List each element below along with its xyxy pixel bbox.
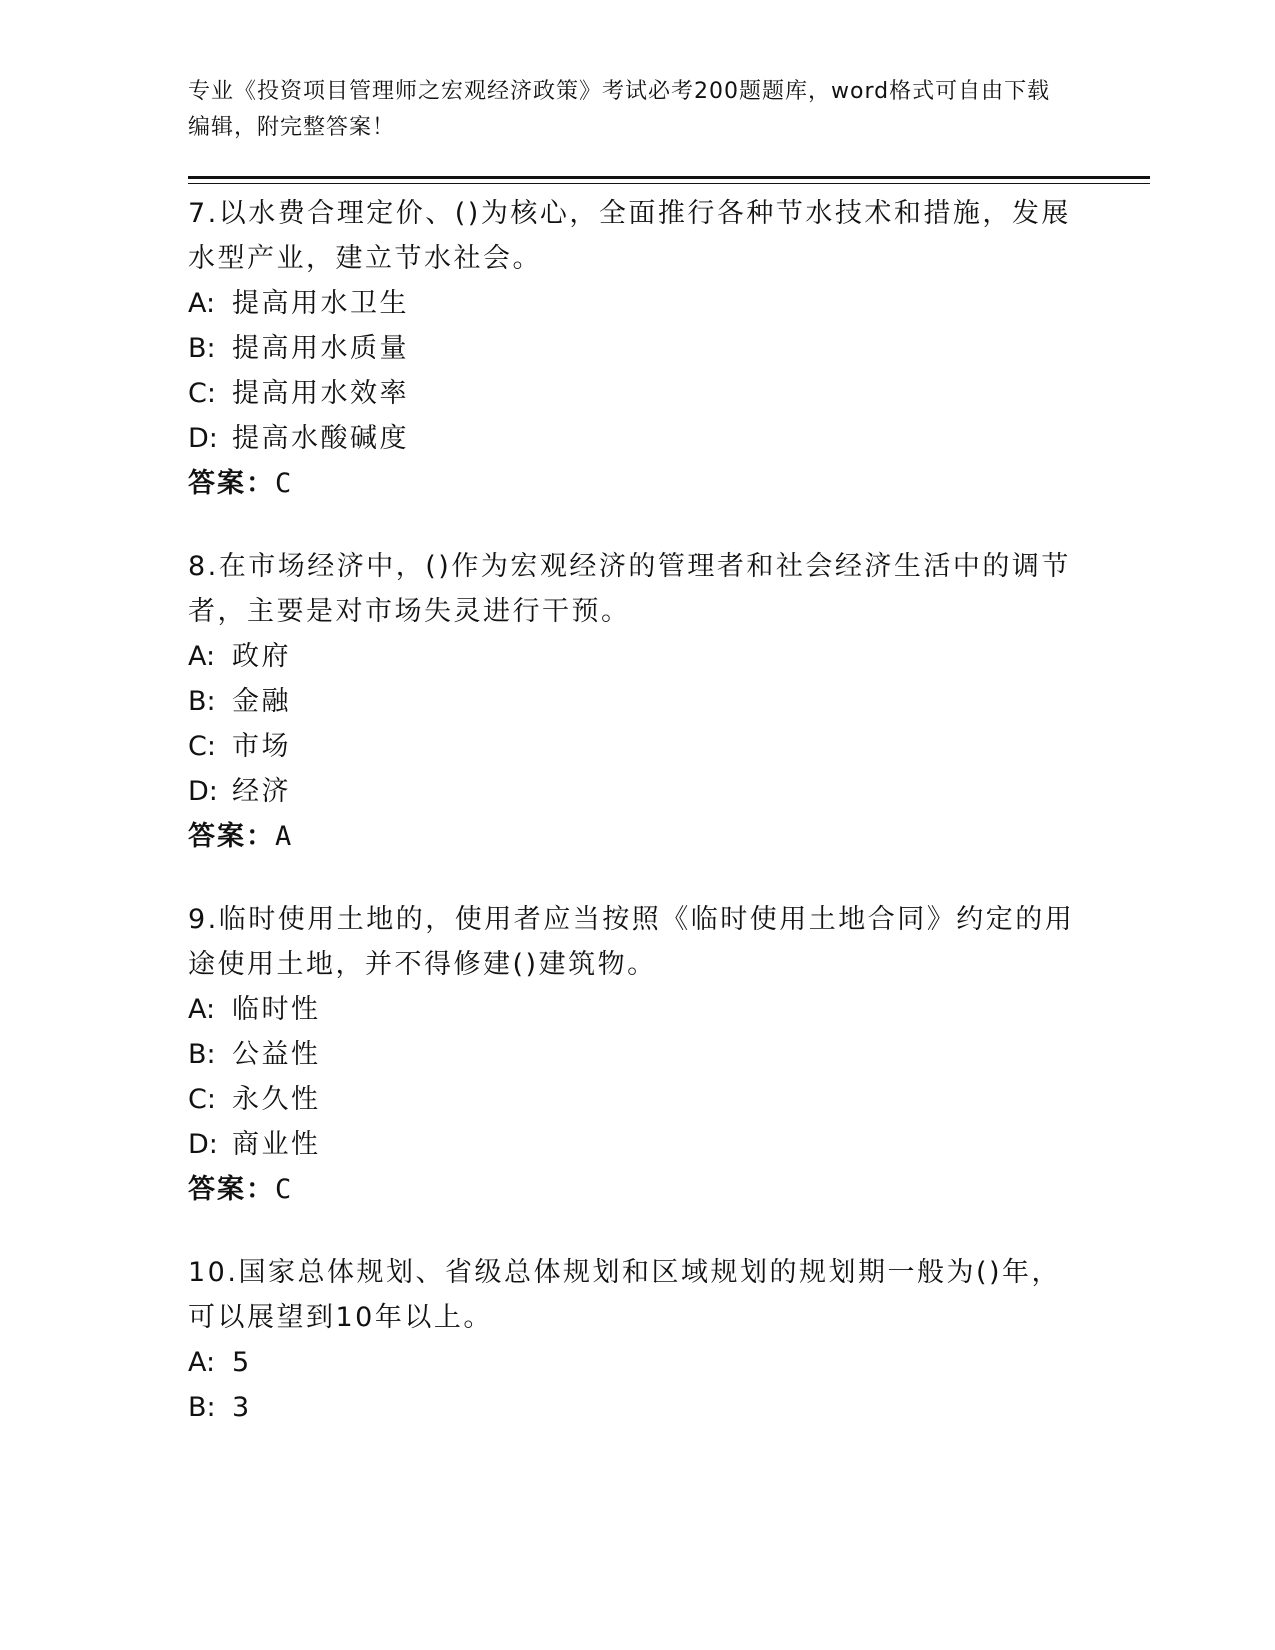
answer-label: 答案： xyxy=(188,821,275,852)
answer-label: 答案： xyxy=(188,1174,275,1205)
option-letter: B: xyxy=(188,1392,216,1423)
option-text: 政府 xyxy=(232,641,291,672)
option-b xyxy=(188,679,1088,724)
option-c xyxy=(188,371,1088,416)
option-text: 经济 xyxy=(232,776,291,807)
answer-label: 答案： xyxy=(188,468,275,499)
question-stem: 7.以水费合理定价、()为核心，全面推行各种节水技术和措施，发展水型产业，建立节水社会。 xyxy=(188,198,1071,274)
option-a xyxy=(188,634,1088,679)
option-text: 提高用水质量 xyxy=(232,333,409,364)
answer-line xyxy=(188,1167,1088,1212)
header-rule-thin xyxy=(188,183,1150,184)
question-stem: 8.在市场经济中，()作为宏观经济的管理者和社会经济生活中的调节者，主要是对市场失灵进行干预。 xyxy=(188,551,1071,627)
document-header: 专业《投资项目管理师之宏观经济政策》考试必考200题题库，word格式可自由下载编辑，附完整答案！ xyxy=(188,79,1051,140)
option-letter: B: xyxy=(188,686,216,717)
question-list xyxy=(188,191,1088,1468)
option-text: 市场 xyxy=(232,731,291,762)
option-b xyxy=(188,326,1088,371)
answer-line xyxy=(188,814,1088,859)
question-item xyxy=(188,544,1088,859)
answer-value: C xyxy=(275,1174,292,1205)
question-item xyxy=(188,191,1088,506)
option-letter: A: xyxy=(188,994,216,1025)
option-text: 金融 xyxy=(232,686,291,717)
question-stem: 9.临时使用土地的，使用者应当按照《临时使用土地合同》约定的用途使用土地，并不得修建()建筑物。 xyxy=(188,904,1075,980)
answer-value: C xyxy=(275,468,292,499)
question-stem: 10.国家总体规划、省级总体规划和区域规划的规划期一般为()年，可以展望到10年以上。 xyxy=(188,1257,1062,1333)
option-text: 5 xyxy=(232,1347,252,1378)
option-letter: C: xyxy=(188,731,216,762)
answer-line xyxy=(188,461,1088,506)
question-item xyxy=(188,1250,1088,1430)
option-a xyxy=(188,281,1088,326)
option-letter: D: xyxy=(188,423,218,454)
option-letter: A: xyxy=(188,1347,216,1378)
header-rule-thick xyxy=(188,176,1150,179)
option-letter: B: xyxy=(188,1039,216,1070)
question-item xyxy=(188,897,1088,1212)
option-d xyxy=(188,769,1088,814)
option-letter: A: xyxy=(188,641,216,672)
option-text: 永久性 xyxy=(232,1084,321,1115)
option-text: 公益性 xyxy=(232,1039,321,1070)
option-text: 临时性 xyxy=(232,994,321,1025)
option-d xyxy=(188,1122,1088,1167)
option-text: 商业性 xyxy=(232,1129,321,1160)
answer-value: A xyxy=(275,821,292,852)
option-text: 提高用水卫生 xyxy=(232,288,409,319)
option-a xyxy=(188,1340,1088,1385)
option-a xyxy=(188,987,1088,1032)
option-letter: A: xyxy=(188,288,216,319)
option-letter: C: xyxy=(188,1084,216,1115)
option-c xyxy=(188,1077,1088,1122)
option-text: 提高用水效率 xyxy=(232,378,409,409)
option-c xyxy=(188,724,1088,769)
option-text: 3 xyxy=(232,1392,252,1423)
option-letter: B: xyxy=(188,333,216,364)
option-b xyxy=(188,1385,1088,1430)
option-d xyxy=(188,416,1088,461)
option-letter: C: xyxy=(188,378,216,409)
option-letter: D: xyxy=(188,1129,218,1160)
option-letter: D: xyxy=(188,776,218,807)
option-b xyxy=(188,1032,1088,1077)
option-text: 提高水酸碱度 xyxy=(232,423,409,454)
